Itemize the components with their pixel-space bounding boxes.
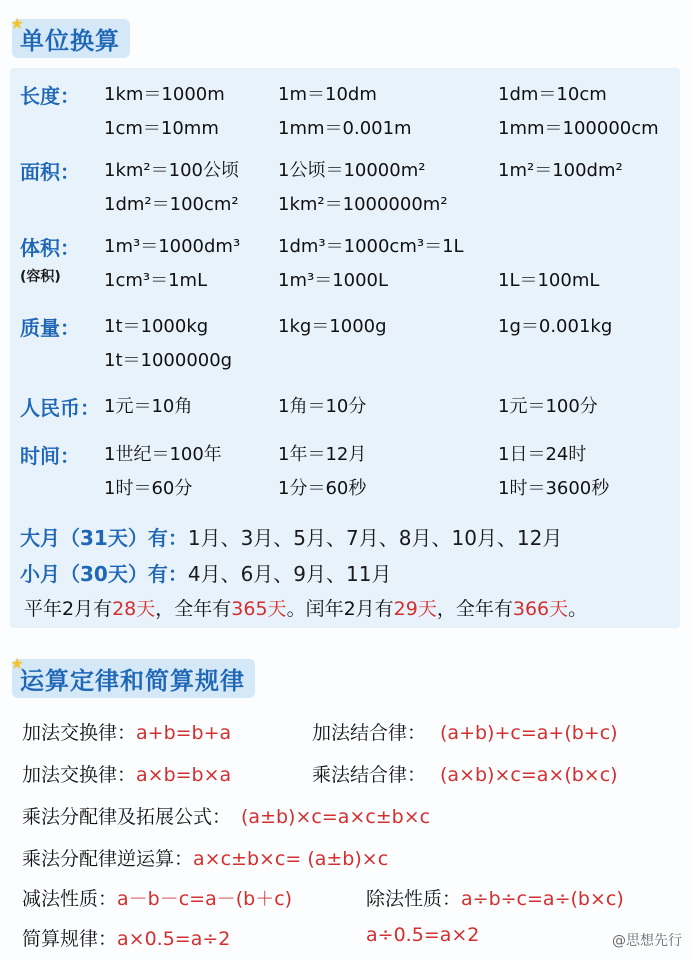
leap-text: 。闰年2月有 xyxy=(286,598,394,620)
conversion-cell: 1g＝0.001kg xyxy=(498,316,613,337)
law-formula: a－b－c=a－(b＋c) xyxy=(117,888,293,910)
laws-heading xyxy=(10,654,255,696)
conversion-cell: 1m＝10dm xyxy=(278,84,377,105)
law-formula: (a×b)×c=a×(b×c) xyxy=(440,764,618,786)
big-month-label: 大月（31天）有： xyxy=(20,526,188,550)
law-label: 乘法结合律： xyxy=(312,764,427,786)
law-item xyxy=(22,884,292,911)
unit-conversion-title: 单位换算 xyxy=(12,19,130,58)
small-month-value: 4月、6月、9月、11月 xyxy=(187,562,392,586)
laws-title: 运算定律和简算规律 xyxy=(12,659,255,698)
law-label: 加法结合律： xyxy=(312,722,427,744)
leap-text: ，全年有 xyxy=(436,598,513,620)
row-label: 长度： xyxy=(20,84,80,108)
unit-conversion-heading xyxy=(10,14,130,56)
star-icon: ★ xyxy=(10,654,25,673)
conversion-cell: 1分＝60秒 xyxy=(278,478,367,499)
small-month-line xyxy=(20,558,391,587)
conversion-cell: 1km²＝100公顷 xyxy=(104,160,239,181)
law-formula: a+b=b+a xyxy=(136,722,232,744)
conversion-cell: 1时＝3600秒 xyxy=(498,478,610,499)
conversion-cell: 1cm＝10mm xyxy=(104,118,219,139)
conversion-cell: 1时＝60分 xyxy=(104,478,193,499)
law-label: 加法交换律： xyxy=(22,764,137,786)
small-month-label: 小月（30天）有： xyxy=(20,562,188,586)
conversion-cell: 1m³＝1000dm³ xyxy=(104,236,241,257)
conversion-cell: 1km＝1000m xyxy=(104,84,225,105)
law-label: 简算规律： xyxy=(22,928,118,950)
star-icon: ★ xyxy=(10,14,25,33)
conversion-cell: 1t＝1000000g xyxy=(104,350,233,371)
law-label: 减法性质： xyxy=(22,888,118,910)
leap-year-line xyxy=(24,594,587,621)
leap-text: 。 xyxy=(568,598,588,620)
watermark: @思想先行 xyxy=(612,933,682,949)
law-label: 乘法分配律及拓展公式： xyxy=(22,806,232,828)
conversion-cell: 1日＝24时 xyxy=(498,444,587,465)
big-month-value: 1月、3月、5月、7月、8月、10月、12月 xyxy=(187,526,563,550)
conversion-cell: 1元＝100分 xyxy=(498,396,598,417)
row-label: 面积： xyxy=(20,160,80,184)
law-item xyxy=(22,802,430,829)
conversion-cell: 1kg＝1000g xyxy=(278,316,387,337)
law-formula: a×0.5=a÷2 xyxy=(117,928,231,950)
conversion-cell: 1角＝10分 xyxy=(278,396,367,417)
law-label: 除法性质： xyxy=(366,888,462,910)
law-formula: a÷b÷c=a÷(b×c) xyxy=(461,888,624,910)
row-label: 质量： xyxy=(20,316,80,340)
conversion-cell: 1mm＝100000cm xyxy=(498,118,659,139)
law-formula: a×b=b×a xyxy=(136,764,232,786)
law-formula: a×c±b×c= (a±b)×c xyxy=(193,848,389,870)
leap-number: 29天 xyxy=(393,598,437,620)
conversion-cell: 1dm³＝1000cm³＝1L xyxy=(278,236,464,257)
law-item xyxy=(366,884,624,911)
law-label: 乘法分配律逆运算： xyxy=(22,848,194,870)
law-formula: a÷0.5=a×2 xyxy=(366,924,480,946)
law-item xyxy=(312,760,618,787)
conversion-cell: 1L＝100mL xyxy=(498,270,600,291)
conversion-cell: 1m²＝100dm² xyxy=(498,160,623,181)
law-item xyxy=(22,760,231,787)
law-item xyxy=(22,844,388,871)
conversion-cell: 1m³＝1000L xyxy=(278,270,389,291)
conversion-cell: 1年＝12月 xyxy=(278,444,367,465)
law-formula: (a±b)×c=a×c±b×c xyxy=(241,806,431,828)
law-item xyxy=(312,718,618,745)
conversion-cell: 1mm＝0.001m xyxy=(278,118,412,139)
conversion-cell: 1dm＝10cm xyxy=(498,84,607,105)
row-label: 时间： xyxy=(20,444,80,468)
law-item xyxy=(22,718,231,745)
leap-number: 28天 xyxy=(112,598,156,620)
unit-conversion-box xyxy=(10,68,680,628)
big-month-line xyxy=(20,522,562,551)
law-item xyxy=(22,924,230,951)
conversion-cell: 1km²＝1000000m² xyxy=(278,194,448,215)
leap-number: 365天 xyxy=(231,598,287,620)
conversion-cell: 1cm³＝1mL xyxy=(104,270,208,291)
row-sublabel: (容积) xyxy=(20,269,61,285)
conversion-cell: 1世纪＝100年 xyxy=(104,444,222,465)
row-label: 人民币： xyxy=(20,396,100,420)
conversion-cell: 1t＝1000kg xyxy=(104,316,209,337)
row-label: 体积： xyxy=(20,236,80,260)
law-formula: (a+b)+c=a+(b+c) xyxy=(440,722,618,744)
law-item xyxy=(366,924,479,946)
conversion-cell: 1元＝10角 xyxy=(104,396,193,417)
conversion-cell: 1公顷＝10000m² xyxy=(278,160,426,181)
leap-number: 366天 xyxy=(512,598,569,620)
leap-text: 平年2月有 xyxy=(24,598,113,620)
law-label: 加法交换律： xyxy=(22,722,137,744)
leap-text: ，全年有 xyxy=(155,598,232,620)
conversion-cell: 1dm²＝100cm² xyxy=(104,194,239,215)
